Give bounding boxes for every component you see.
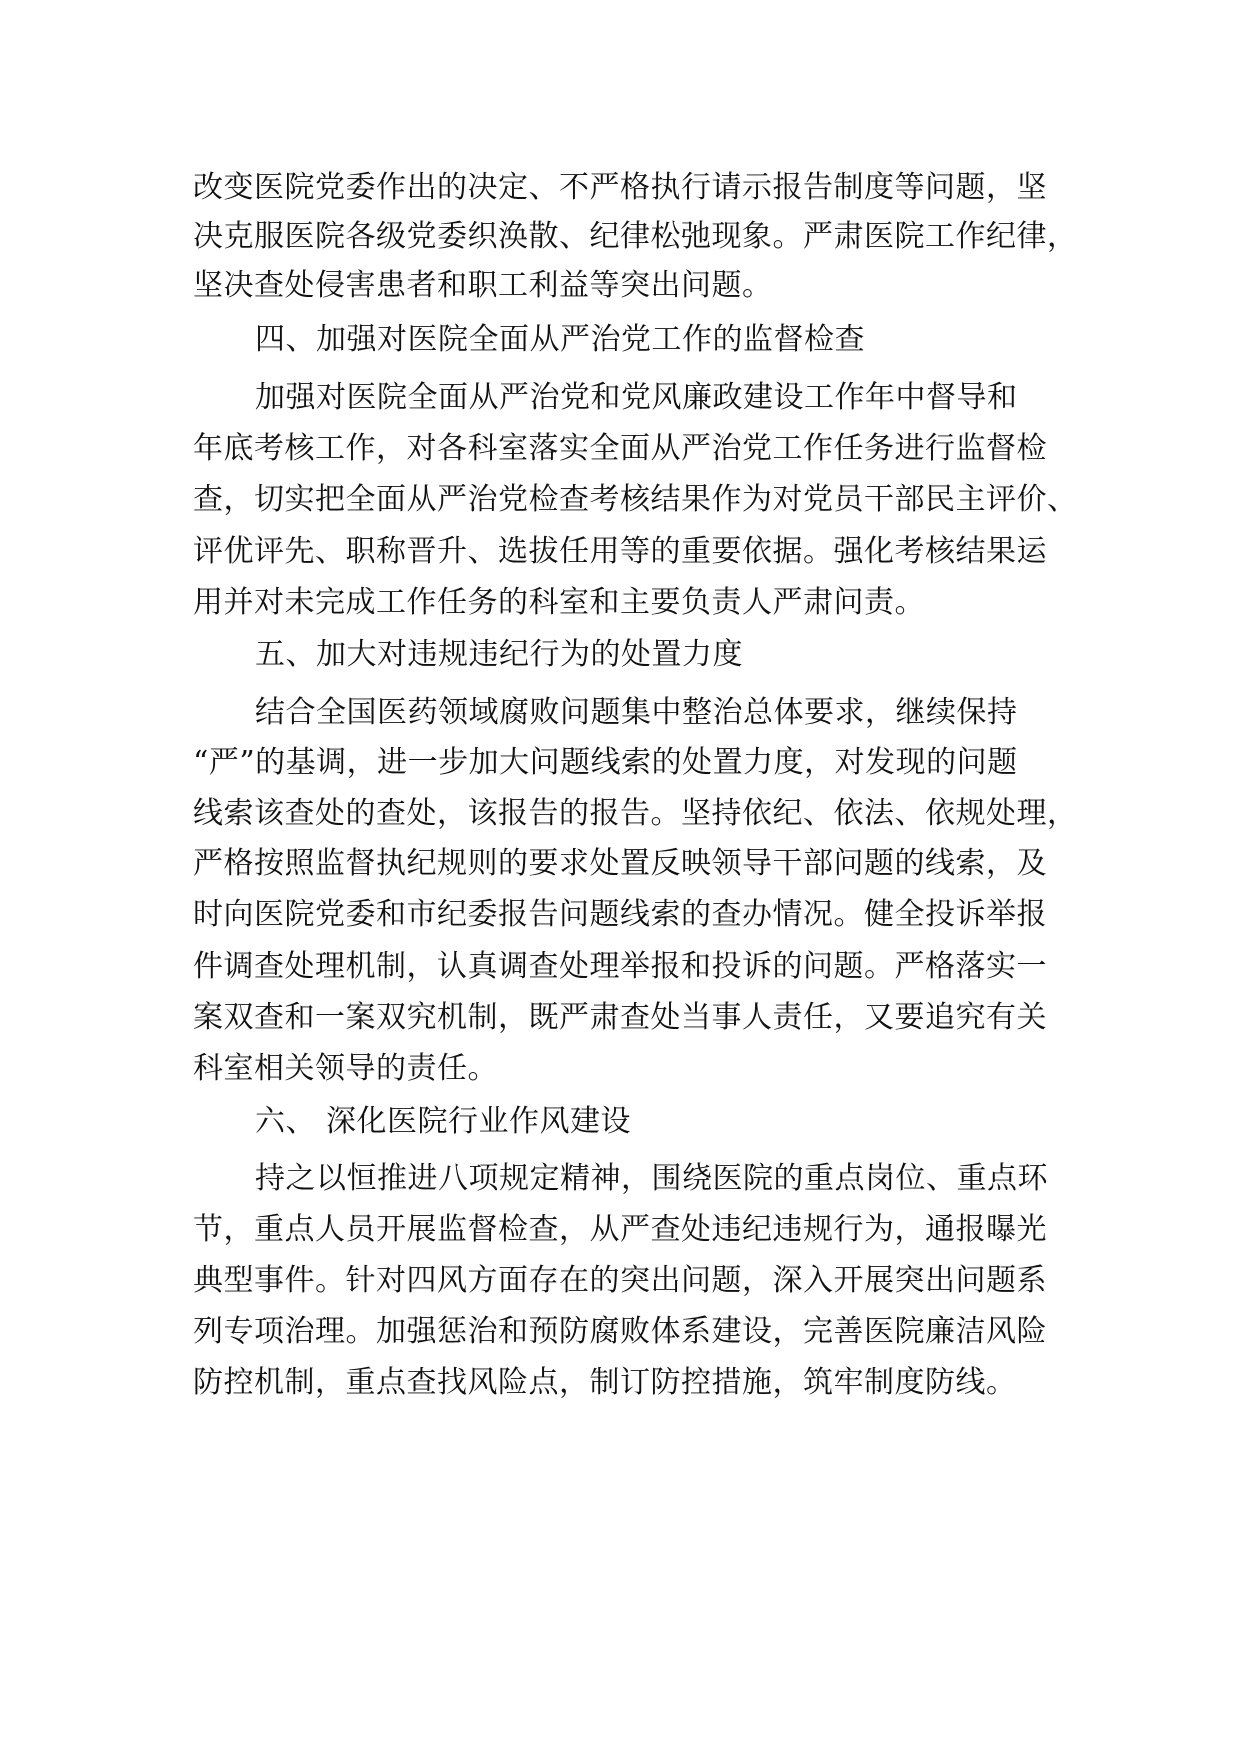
paragraph-line: 列专项治理。加强惩治和预防腐败体系建设，完善医院廉洁风险 (193, 1314, 1047, 1349)
paragraph-line: 决克服医院各级党委织涣散、纪律松弛现象。严肃医院工作纪律， (193, 219, 1078, 254)
paragraph-line: 时向医院党委和市纪委报告问题线索的查办情况。健全投诉举报 (193, 897, 1047, 932)
paragraph-line: 件调查处理机制，认真调查处理举报和投诉的问题。严格落实一 (193, 949, 1047, 984)
paragraph-line: 典型事件。针对四风方面存在的突出问题，深入开展突出问题系 (193, 1263, 1047, 1298)
paragraph-line: 节，重点人员开展监督检查，从严查处违纪违规行为，通报曝光 (193, 1212, 1047, 1247)
paragraph-line: 年底考核工作，对各科室落实全面从严治党工作任务进行监督检 (193, 431, 1047, 466)
paragraph-line: 防控机制，重点查找风险点，制订防控措施，筑牢制度防线。 (193, 1365, 1017, 1400)
paragraph-line: 改变医院党委作出的决定、不严格执行请示报告制度等问题，坚 (193, 170, 1047, 205)
section-heading: 四、加强对医院全面从严治党工作的监督检查 (255, 322, 865, 357)
section-heading: 五、加大对违规违纪行为的处置力度 (255, 637, 743, 672)
paragraph-line: 结合全国医药领域腐败问题集中整治总体要求，继续保持 (255, 695, 1018, 730)
section-heading: 六、 深化医院行业作风建设 (255, 1104, 632, 1139)
paragraph-line: 严格按照监督执纪规则的要求处置反映领导干部问题的线索，及 (193, 846, 1047, 881)
paragraph-line: 线索该查处的查处，该报告的报告。坚持依纪、依法、依规处理， (193, 796, 1078, 831)
paragraph-line: “严”的基调，进一步加大问题线索的处置力度，对发现的问题 (193, 745, 1018, 780)
paragraph-line: 科室相关领导的责任。 (193, 1051, 498, 1086)
paragraph-line: 加强对医院全面从严治党和党风廉政建设工作年中督导和 (255, 380, 1018, 415)
paragraph-line: 持之以恒推进八项规定精神，围绕医院的重点岗位、重点环 (255, 1161, 1048, 1196)
paragraph-line: 用并对未完成工作任务的科室和主要负责人严肃问责。 (193, 585, 925, 620)
paragraph-line: 评优评先、职称晋升、选拔任用等的重要依据。强化考核结果运 (193, 534, 1047, 569)
paragraph-line: 坚决查处侵害患者和职工利益等突出问题。 (193, 268, 773, 303)
paragraph-line: 查，切实把全面从严治党检查考核结果作为对党员干部民主评价、 (193, 482, 1078, 517)
paragraph-line: 案双查和一案双究机制，既严肃查处当事人责任，又要追究有关 (193, 1000, 1047, 1035)
